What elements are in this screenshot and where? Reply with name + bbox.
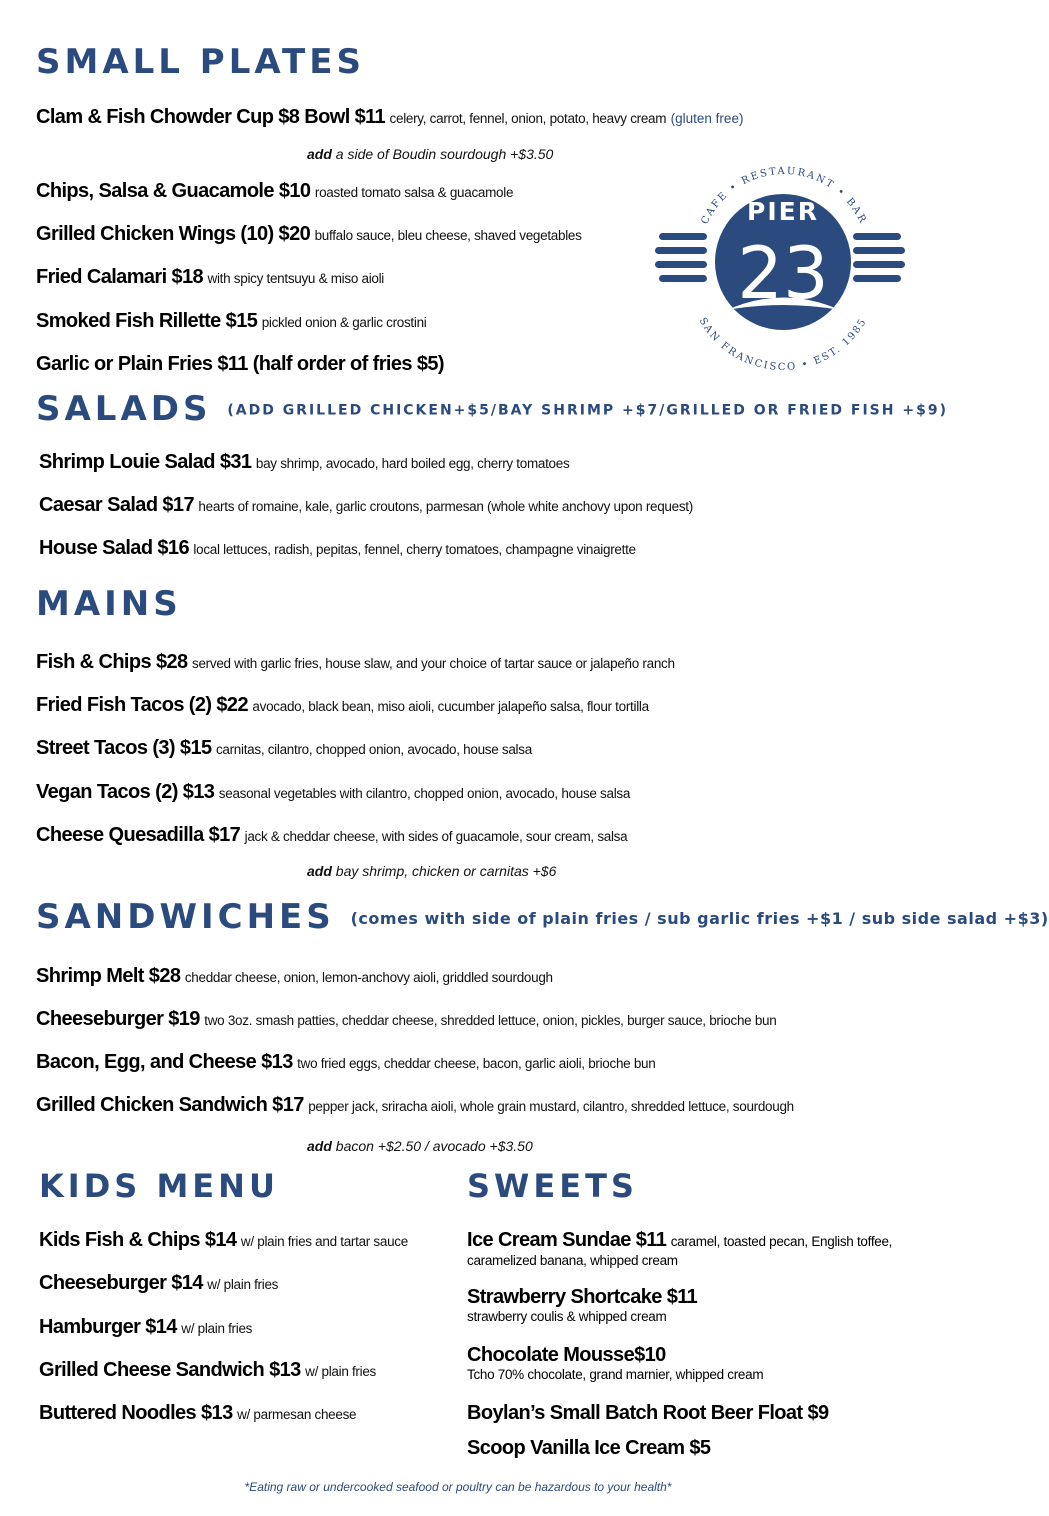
salads-subheading: (ADD GRILLED CHICKEN+$5/BAY SHRIMP +$7/GRILLED OR FRIED FISH +$9) — [227, 402, 948, 419]
menu-item — [36, 651, 675, 674]
item-desc: served with garlic fries, house slaw, and your choice of tartar sauce or jalapeño ranch — [192, 656, 675, 671]
menu-item — [36, 353, 444, 376]
item-desc: two 3oz. smash patties, cheddar cheese, shredded lettuce, onion, pickles, burger sauce, brioche bun — [204, 1013, 777, 1028]
item-name: Boylan’s Small Batch Root Beer Float $9 — [467, 1402, 829, 1424]
item-name: Scoop Vanilla Ice Cream $5 — [467, 1437, 711, 1459]
logo-top-arc: CAFE • RESTAURANT • BAR — [699, 165, 869, 227]
menu-item — [467, 1229, 897, 1270]
small-plates-heading: SMALL PLATES — [36, 42, 365, 82]
add-note — [307, 146, 553, 162]
item-desc: w/ parmesan cheese — [237, 1407, 357, 1422]
add-note — [307, 1138, 533, 1154]
menu-item — [39, 537, 636, 560]
item-desc: strawberry coulis & whipped cream — [467, 1309, 667, 1324]
menu-item — [36, 1051, 655, 1074]
sweets-heading: SWEETS — [467, 1167, 638, 1205]
menu-item — [36, 223, 582, 246]
item-name: Street Tacos (3) $15 — [36, 737, 212, 759]
logo-bottom-arc: SAN FRANCISCO • EST. 1985 — [696, 315, 870, 374]
sandwiches-title: SANDWICHES — [36, 897, 335, 937]
item-desc: celery, carrot, fennel, onion, potato, heavy cream — [389, 111, 667, 126]
item-name: Buttered Noodles $13 — [39, 1402, 233, 1424]
sandwiches-heading — [36, 897, 1049, 937]
item-desc: carnitas, cilantro, chopped onion, avocado, house salsa — [215, 742, 532, 757]
item-name: Garlic or Plain Fries $11 (half order of fries $5) — [36, 353, 444, 375]
menu-item — [39, 451, 569, 474]
item-desc: buffalo sauce, bleu cheese, shaved vegetables — [314, 228, 582, 243]
logo-name: PIER — [747, 197, 819, 226]
gluten-free-note: (gluten free) — [670, 111, 744, 126]
item-name: Chips, Salsa & Guacamole $10 — [36, 180, 311, 202]
menu-item — [36, 180, 513, 203]
menu-item — [467, 1437, 897, 1460]
add-text: bacon +$2.50 / avocado +$3.50 — [335, 1138, 533, 1154]
item-name: Caesar Salad $17 — [39, 494, 194, 516]
item-desc: bay shrimp, avocado, hard boiled egg, cherry tomatoes — [255, 456, 570, 471]
menu-item — [39, 1402, 356, 1425]
item-desc: avocado, black bean, miso aioli, cucumber jalapeño salsa, flour tortilla — [252, 699, 649, 714]
item-desc: cheddar cheese, onion, lemon-anchovy aioli, griddled sourdough — [184, 970, 553, 985]
item-desc: w/ plain fries — [305, 1364, 376, 1379]
menu-item — [36, 106, 743, 129]
pier23-logo — [655, 140, 905, 375]
menu-item — [36, 781, 630, 804]
item-name: Bacon, Egg, and Cheese $13 — [36, 1051, 293, 1073]
menu-item — [36, 737, 532, 760]
menu-item — [467, 1402, 897, 1425]
item-name: Shrimp Louie Salad $31 — [39, 451, 252, 473]
item-name: Clam & Fish Chowder Cup $8 Bowl $11 — [36, 106, 386, 128]
item-name: Vegan Tacos (2) $13 — [36, 781, 215, 803]
add-label: add — [307, 1138, 332, 1154]
item-name: Ice Cream Sundae $11 — [467, 1229, 667, 1251]
item-desc: caramel, toasted pecan, English toffee, caramelized banana, whipped cream — [467, 1234, 893, 1268]
item-desc: w/ plain fries — [207, 1277, 279, 1292]
item-desc: hearts of romaine, kale, garlic croutons, parmesan (whole white anchovy upon request) — [198, 499, 693, 514]
add-note — [307, 863, 556, 879]
item-desc: with spicy tentsuyu & miso aioli — [207, 271, 385, 286]
menu-item — [39, 494, 693, 517]
menu-item — [36, 965, 553, 988]
item-name: Grilled Chicken Wings (10) $20 — [36, 223, 311, 245]
mains-heading: MAINS — [36, 584, 182, 624]
menu-item — [467, 1286, 897, 1324]
item-name: Cheese Quesadilla $17 — [36, 824, 241, 846]
item-desc: pepper jack, sriracha aioli, whole grain mustard, cilantro, shredded lettuce, sourdough — [308, 1099, 794, 1114]
add-text: bay shrimp, chicken or carnitas +$6 — [335, 863, 557, 879]
kids-menu-heading: KIDS MENU — [39, 1167, 279, 1205]
item-name: Strawberry Shortcake $11 — [467, 1286, 698, 1308]
add-label: add — [307, 146, 332, 162]
item-desc: w/ plain fries and tartar sauce — [240, 1234, 408, 1249]
item-name: Cheeseburger $19 — [36, 1008, 200, 1030]
item-name: Smoked Fish Rillette $15 — [36, 310, 258, 332]
menu-item — [36, 824, 627, 847]
logo-number: 23 — [737, 231, 829, 315]
health-disclaimer: *Eating raw or undercooked seafood or poultry can be hazardous to your health* — [244, 1480, 672, 1494]
item-desc: local lettuces, radish, pepitas, fennel, cherry tomatoes, champagne vinaigrette — [193, 542, 636, 557]
item-desc: seasonal vegetables with cilantro, chopped onion, avocado, house salsa — [218, 786, 631, 801]
item-name: Shrimp Melt $28 — [36, 965, 181, 987]
menu-item — [36, 1008, 776, 1031]
menu-item — [36, 310, 427, 333]
item-desc: Tcho 70% chocolate, grand marnier, whipped cream — [467, 1367, 764, 1382]
add-text: a side of Boudin sourdough +$3.50 — [335, 146, 554, 162]
menu-item — [39, 1316, 252, 1339]
item-desc: w/ plain fries — [181, 1321, 253, 1336]
item-name: Chocolate Mousse$10 — [467, 1344, 666, 1366]
item-desc: pickled onion & garlic crostini — [261, 315, 427, 330]
menu-item — [39, 1272, 278, 1295]
logo-graphic — [655, 140, 905, 375]
item-name: Fried Fish Tacos (2) $22 — [36, 694, 248, 716]
item-name: Grilled Chicken Sandwich $17 — [36, 1094, 304, 1116]
add-label: add — [307, 863, 332, 879]
item-name: Kids Fish & Chips $14 — [39, 1229, 237, 1251]
item-name: House Salad $16 — [39, 537, 189, 559]
item-name: Fish & Chips $28 — [36, 651, 188, 673]
menu-item — [39, 1359, 376, 1382]
menu-item — [467, 1344, 897, 1382]
item-desc: two fried eggs, cheddar cheese, bacon, garlic aioli, brioche bun — [297, 1056, 656, 1071]
menu-item — [36, 1094, 794, 1117]
menu-item — [36, 694, 649, 717]
salads-title: SALADS — [36, 389, 212, 429]
menu-item — [39, 1229, 408, 1252]
item-name: Grilled Cheese Sandwich $13 — [39, 1359, 301, 1381]
item-name: Hamburger $14 — [39, 1316, 177, 1338]
item-desc: roasted tomato salsa & guacamole — [314, 185, 514, 200]
item-name: Fried Calamari $18 — [36, 266, 204, 288]
menu-item — [36, 266, 384, 289]
salads-heading — [36, 389, 948, 429]
item-desc: jack & cheddar cheese, with sides of guacamole, sour cream, salsa — [244, 829, 628, 844]
sandwiches-subheading: (comes with side of plain fries / sub garlic fries +$1 / sub side salad +$3) — [350, 909, 1049, 928]
item-name: Cheeseburger $14 — [39, 1272, 203, 1294]
